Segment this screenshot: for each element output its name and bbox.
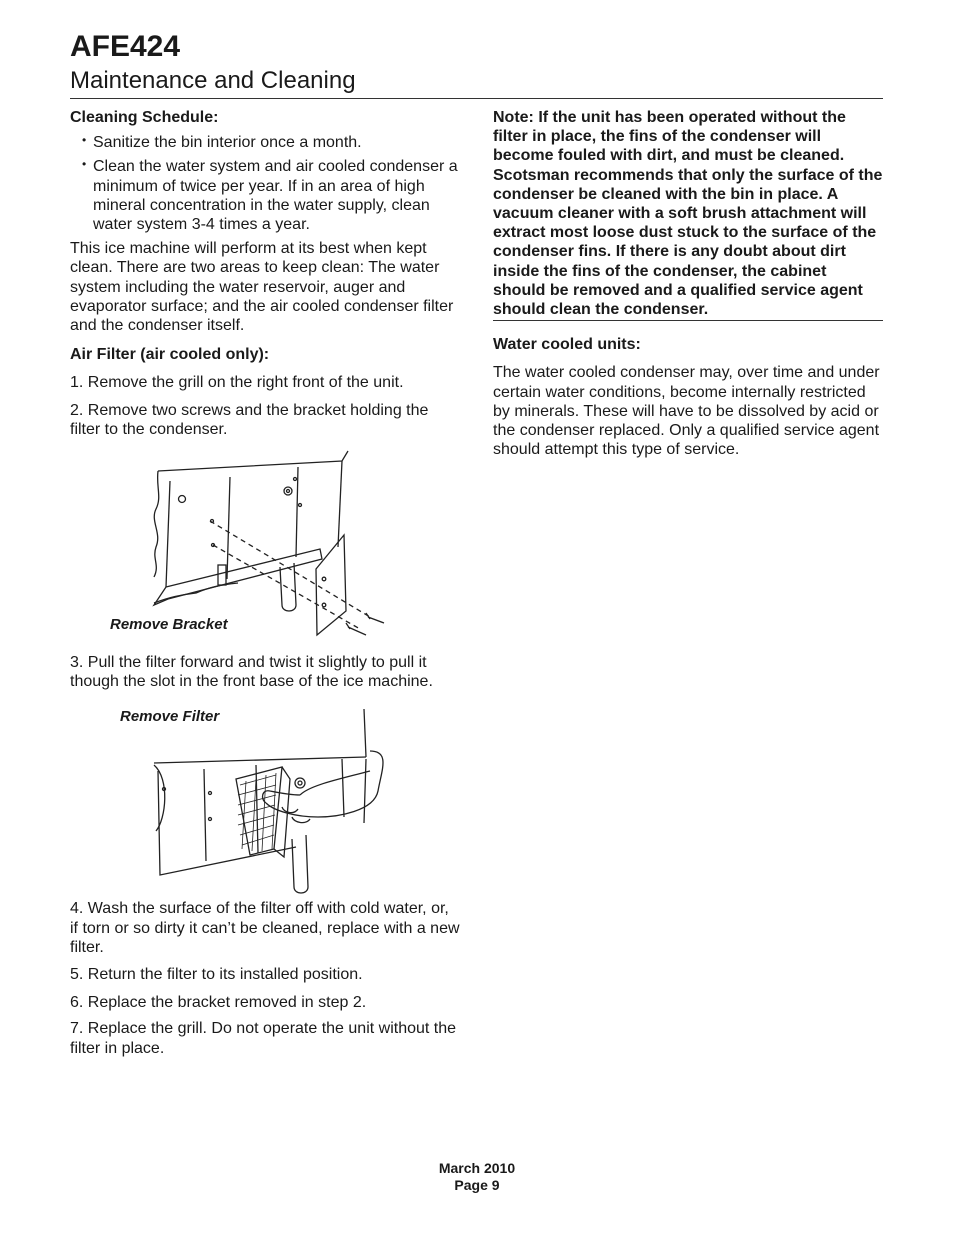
figure1-caption: Remove Bracket bbox=[110, 616, 228, 634]
step-1: 1. Remove the grill on the right front of the unit. bbox=[70, 374, 404, 392]
footer-page-number: Page 9 bbox=[454, 1177, 500, 1193]
figure2-caption: Remove Filter bbox=[120, 708, 220, 726]
water-cooled-body: The water cooled condenser may, over time and under certain water conditions, become internally restricted by minerals. These will have to be dissolved by acid or the condenser replaced. Only a qualified service agent should attempt this type of service. bbox=[493, 364, 880, 459]
condenser-note: Note: If the unit has been operated without the filter in place, the fins of the condenser will become fouled with dirt, and must be cleaned. Scotsman recommends that only the surface of the condenser be cleaned with the bin in place. A vacuum cleaner with a soft brush attachment will extract most loose dust stuck to the surface of the condenser fins. If there is any doubt about dirt inside the fins of the condenser, the cabinet should be removed and a qualified service agent should clean the condenser. bbox=[493, 108, 883, 321]
remove-filter-figure bbox=[70, 699, 460, 899]
list-item: • Clean the water system and air cooled condenser a minimum of twice per year. If in an area of high mineral concentration in the water supply, clean water system 3-4 times a year. bbox=[70, 157, 460, 234]
page-footer bbox=[377, 1160, 577, 1194]
step-3: 3. Pull the filter forward and twist it slightly to pull it though the slot in the front base of the ice machine. bbox=[70, 654, 433, 691]
step-6: 6. Replace the bracket removed in step 2. bbox=[70, 994, 367, 1012]
step-4: 4. Wash the surface of the filter off with cold water, or, if torn or so dirty it can’t be cleaned, replace with a new filter. bbox=[70, 900, 460, 956]
footer-date: March 2010 bbox=[438, 1160, 516, 1176]
list-item: • Sanitize the bin interior once a month. bbox=[70, 133, 460, 152]
air-filter-heading: Air Filter (air cooled only): bbox=[70, 346, 270, 364]
water-cooled-heading: Water cooled units: bbox=[493, 336, 641, 354]
bracket-illustration bbox=[70, 447, 460, 643]
header-rule bbox=[70, 98, 883, 99]
schedule-intro: This ice machine will perform at its best when kept clean. There are two areas to keep clean: The water system including the water reservoir, auger and evaporator surface; and the air cooled condenser filter and the condenser itself. bbox=[70, 240, 454, 335]
step-2: 2. Remove two screws and the bracket holding the filter to the condenser. bbox=[70, 401, 429, 438]
left-column bbox=[70, 108, 460, 1066]
remove-bracket-figure bbox=[70, 447, 460, 643]
cleaning-schedule-heading: Cleaning Schedule: bbox=[70, 109, 219, 126]
section-title: Maintenance and Cleaning bbox=[70, 67, 356, 94]
model-title: AFE424 bbox=[70, 30, 181, 63]
filter-illustration bbox=[70, 699, 460, 899]
schedule-list bbox=[70, 133, 460, 234]
right-column bbox=[493, 108, 883, 467]
step-7: 7. Replace the grill. Do not operate the unit without the filter in place. bbox=[70, 1020, 457, 1057]
step-5: 5. Return the filter to its installed position. bbox=[70, 966, 363, 984]
